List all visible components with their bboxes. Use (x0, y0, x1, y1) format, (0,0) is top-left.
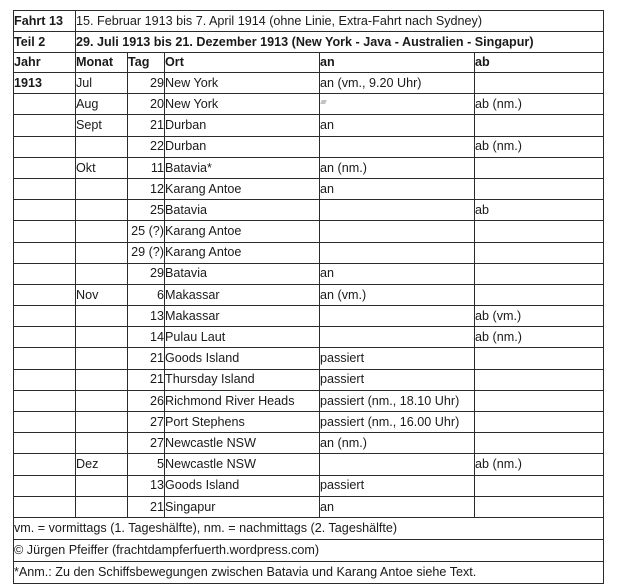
cell-an: an (320, 263, 475, 284)
table-row (14, 433, 604, 454)
cell-monat: Nov (76, 284, 128, 305)
cell-ab (475, 369, 604, 390)
column-header-ab: ab (475, 53, 604, 73)
table-row (14, 496, 604, 517)
table-row (14, 390, 604, 411)
cell-jahr (14, 412, 76, 433)
cell-an: an (nm.) (320, 157, 475, 178)
table-row (14, 178, 604, 199)
cell-tag: 21 (128, 115, 165, 136)
column-header-jahr: Jahr (14, 53, 76, 73)
cell-monat (76, 390, 128, 411)
cell-monat (76, 306, 128, 327)
cell-ort: Goods Island (165, 348, 320, 369)
cell-ort: Durban (165, 136, 320, 157)
cell-ab (475, 475, 604, 496)
cell-ab (475, 390, 604, 411)
table-row (14, 221, 604, 242)
cell-ort: Karang Antoe (165, 221, 320, 242)
cell-monat: Sept (76, 115, 128, 136)
cell-jahr (14, 115, 76, 136)
table-row (14, 200, 604, 221)
column-header-monat: Monat (76, 53, 128, 73)
cell-monat (76, 496, 128, 517)
voyage-range: 15. Februar 1913 bis 7. April 1914 (ohne Linie, Extra-Fahrt nach Sydney) (76, 11, 604, 32)
cell-jahr (14, 263, 76, 284)
cell-ab: ab (nm.) (475, 454, 604, 475)
cell-monat (76, 348, 128, 369)
cell-jahr (14, 306, 76, 327)
cell-tag: 6 (128, 284, 165, 305)
cell-jahr (14, 178, 76, 199)
cell-monat: Aug (76, 94, 128, 115)
cell-an: passiert (nm., 18.10 Uhr) (320, 390, 475, 411)
cell-jahr (14, 390, 76, 411)
cell-tag: 29 (128, 73, 165, 94)
scan-artifact (320, 100, 326, 104)
cell-ab (475, 221, 604, 242)
cell-ort: Newcastle NSW (165, 454, 320, 475)
cell-an: passiert (320, 475, 475, 496)
cell-monat (76, 200, 128, 221)
table-row (14, 327, 604, 348)
credit-text: © Jürgen Pfeiffer (frachtdampferfuerth.wordpress.com) (14, 539, 604, 561)
cell-monat: Jul (76, 73, 128, 94)
cell-ab (475, 73, 604, 94)
cell-ort: Karang Antoe (165, 242, 320, 263)
cell-monat (76, 412, 128, 433)
cell-ort: Singapur (165, 496, 320, 517)
cell-jahr (14, 348, 76, 369)
cell-ort: Makassar (165, 284, 320, 305)
cell-monat (76, 136, 128, 157)
cell-an: an (320, 115, 475, 136)
cell-monat (76, 327, 128, 348)
cell-ab (475, 496, 604, 517)
table-row (14, 454, 604, 475)
cell-monat (76, 433, 128, 454)
cell-monat: Okt (76, 157, 128, 178)
cell-ort: Goods Island (165, 475, 320, 496)
footer-legend-row (14, 517, 604, 539)
cell-monat (76, 263, 128, 284)
cell-ab (475, 348, 604, 369)
cell-jahr (14, 157, 76, 178)
cell-an: an (nm.) (320, 433, 475, 454)
cell-ab: ab (nm.) (475, 327, 604, 348)
cell-tag: 14 (128, 327, 165, 348)
column-header-an: an (320, 53, 475, 73)
cell-jahr (14, 454, 76, 475)
cell-monat (76, 221, 128, 242)
cell-ab (475, 284, 604, 305)
cell-ort: Batavia (165, 200, 320, 221)
cell-ort: Durban (165, 115, 320, 136)
part-range: 29. Juli 1913 bis 21. Dezember 1913 (New York - Java - Australien - Singapur) (76, 32, 604, 53)
cell-tag: 25 (?) (128, 221, 165, 242)
table-row (14, 284, 604, 305)
table-row (14, 115, 604, 136)
cell-ab (475, 242, 604, 263)
cell-an: passiert (320, 348, 475, 369)
cell-ort: Batavia* (165, 157, 320, 178)
annotation-text: *Anm.: Zu den Schiffsbewegungen zwischen Batavia und Karang Antoe siehe Text. (14, 561, 604, 583)
cell-jahr (14, 496, 76, 517)
cell-an (320, 200, 475, 221)
cell-monat (76, 178, 128, 199)
cell-jahr (14, 94, 76, 115)
table-row (14, 475, 604, 496)
cell-ab: ab (vm.) (475, 306, 604, 327)
cell-jahr (14, 284, 76, 305)
cell-tag: 22 (128, 136, 165, 157)
cell-an (320, 327, 475, 348)
cell-tag: 26 (128, 390, 165, 411)
cell-an (320, 242, 475, 263)
cell-tag: 20 (128, 94, 165, 115)
table-row (14, 242, 604, 263)
voyage-label: Fahrt 13 (14, 11, 76, 32)
cell-tag: 29 (?) (128, 242, 165, 263)
part-header-row (14, 32, 604, 53)
cell-ab (475, 433, 604, 454)
cell-tag: 11 (128, 157, 165, 178)
column-header-row (14, 53, 604, 73)
cell-an: an (320, 496, 475, 517)
cell-an (320, 94, 475, 115)
legend-text: vm. = vormittags (1. Tageshälfte), nm. = nachmittags (2. Tageshälfte) (14, 517, 604, 539)
cell-an: an (vm., 9.20 Uhr) (320, 73, 475, 94)
cell-ab: ab (nm.) (475, 94, 604, 115)
table-row (14, 157, 604, 178)
cell-tag: 13 (128, 306, 165, 327)
cell-an (320, 454, 475, 475)
footer-credit-row (14, 539, 604, 561)
cell-ort: Karang Antoe (165, 178, 320, 199)
table-row (14, 348, 604, 369)
cell-ab: ab (nm.) (475, 136, 604, 157)
cell-ab (475, 115, 604, 136)
cell-jahr (14, 221, 76, 242)
cell-ort: Thursday Island (165, 369, 320, 390)
table-row (14, 412, 604, 433)
cell-tag: 25 (128, 200, 165, 221)
cell-monat (76, 475, 128, 496)
cell-ab (475, 178, 604, 199)
cell-ort: New York (165, 73, 320, 94)
table-row (14, 136, 604, 157)
cell-an: passiert (nm., 16.00 Uhr) (320, 412, 475, 433)
cell-tag: 21 (128, 348, 165, 369)
cell-ort: Pulau Laut (165, 327, 320, 348)
cell-an: an (320, 178, 475, 199)
cell-ort: Newcastle NSW (165, 433, 320, 454)
part-label: Teil 2 (14, 32, 76, 53)
cell-jahr (14, 433, 76, 454)
cell-ort: New York (165, 94, 320, 115)
cell-monat (76, 369, 128, 390)
column-header-ort: Ort (165, 53, 320, 73)
cell-ab (475, 412, 604, 433)
cell-ort: Richmond River Heads (165, 390, 320, 411)
table-row (14, 73, 604, 94)
cell-ort: Batavia (165, 263, 320, 284)
table-row (14, 369, 604, 390)
cell-ort: Port Stephens (165, 412, 320, 433)
cell-an (320, 221, 475, 242)
cell-an (320, 306, 475, 327)
cell-tag: 21 (128, 369, 165, 390)
cell-tag: 21 (128, 496, 165, 517)
cell-an (320, 136, 475, 157)
table-row (14, 263, 604, 284)
cell-ab: ab (475, 200, 604, 221)
cell-tag: 27 (128, 412, 165, 433)
cell-jahr (14, 327, 76, 348)
cell-monat: Dez (76, 454, 128, 475)
cell-tag: 27 (128, 433, 165, 454)
cell-jahr (14, 136, 76, 157)
cell-jahr (14, 242, 76, 263)
cell-jahr (14, 475, 76, 496)
voyage-schedule-table (13, 10, 604, 584)
cell-ort: Makassar (165, 306, 320, 327)
cell-tag: 5 (128, 454, 165, 475)
cell-tag: 12 (128, 178, 165, 199)
cell-an: an (vm.) (320, 284, 475, 305)
column-header-tag: Tag (128, 53, 165, 73)
cell-tag: 29 (128, 263, 165, 284)
footer-note-row (14, 561, 604, 583)
cell-tag: 13 (128, 475, 165, 496)
table-row (14, 306, 604, 327)
cell-monat (76, 242, 128, 263)
table-row (14, 94, 604, 115)
cell-an: passiert (320, 369, 475, 390)
cell-ab (475, 263, 604, 284)
voyage-header-row (14, 11, 604, 32)
cell-jahr (14, 369, 76, 390)
cell-jahr: 1913 (14, 73, 76, 94)
cell-ab (475, 157, 604, 178)
cell-jahr (14, 200, 76, 221)
